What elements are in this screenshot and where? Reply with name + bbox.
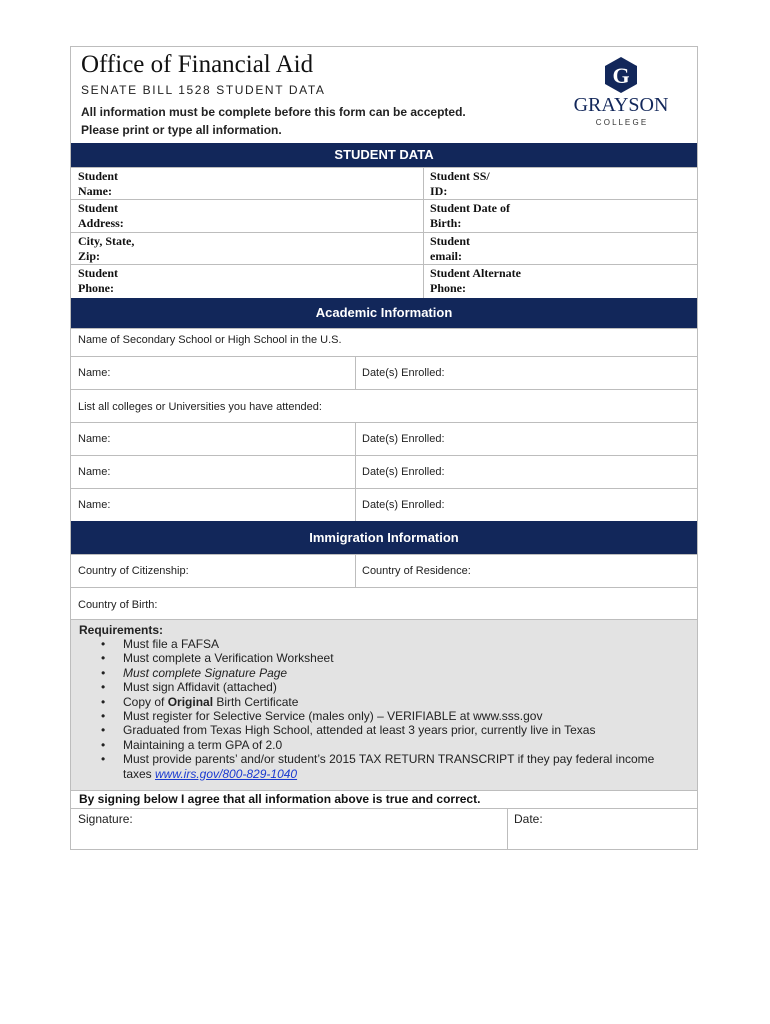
college-1-name-field[interactable] bbox=[71, 423, 355, 455]
list-item: • Must register for Selective Service (males only) – VERIFIABLE at www.sss.gov bbox=[71, 709, 683, 723]
colleges-label-row bbox=[71, 389, 697, 422]
college-row-3 bbox=[71, 488, 697, 521]
student-ssid-field[interactable] bbox=[423, 168, 697, 199]
student-row-city bbox=[71, 232, 697, 264]
list-item: • Must sign Affidavit (attached) bbox=[71, 680, 683, 694]
college-2-dates-field[interactable] bbox=[355, 456, 697, 488]
list-item: • Graduated from Texas High School, attended at least 3 years prior, currently live in Texas bbox=[71, 723, 683, 737]
secondary-school-row bbox=[71, 328, 697, 356]
list-item: • Must complete a Verification Worksheet bbox=[71, 651, 683, 665]
student-row-phone bbox=[71, 264, 697, 298]
college-row-1 bbox=[71, 422, 697, 455]
high-school-row bbox=[71, 356, 697, 389]
svg-text:G: G bbox=[612, 63, 630, 88]
student-city-field[interactable] bbox=[71, 233, 423, 264]
student-dob-label: Student Date of Birth: bbox=[430, 201, 510, 230]
signature-field[interactable] bbox=[71, 809, 507, 850]
financial-aid-form bbox=[70, 46, 698, 850]
student-city-label: City, State, Zip: bbox=[78, 234, 135, 263]
logo-hexagon-icon bbox=[565, 55, 677, 127]
college-2-dates-label: Date(s) Enrolled: bbox=[362, 466, 445, 478]
original-word: Original bbox=[167, 694, 214, 709]
secondary-school-label: Name of Secondary School or High School in the U.S. bbox=[78, 334, 342, 346]
birth-cert-rest: Birth Certificate bbox=[213, 694, 299, 709]
student-name-label: Student Name: bbox=[78, 169, 119, 198]
hs-dates-label: Date(s) Enrolled: bbox=[362, 367, 445, 379]
academic-heading: Academic Information bbox=[71, 298, 697, 328]
signature-label: Signature: bbox=[78, 812, 133, 826]
hs-dates-field[interactable] bbox=[355, 357, 697, 389]
colleges-label: List all colleges or Universities you have attended: bbox=[78, 401, 322, 413]
residence-label: Country of Residence: bbox=[362, 565, 471, 577]
grayson-college-logo bbox=[565, 55, 677, 127]
date-label: Date: bbox=[514, 812, 543, 826]
residence-field[interactable] bbox=[355, 555, 697, 587]
student-data-heading: STUDENT DATA bbox=[71, 143, 697, 167]
college-1-dates-field[interactable] bbox=[355, 423, 697, 455]
list-item bbox=[71, 695, 683, 709]
citizenship-row bbox=[71, 554, 697, 587]
student-name-field[interactable] bbox=[71, 168, 423, 199]
form-title: Office of Financial Aid bbox=[81, 51, 314, 78]
birth-country-label: Country of Birth: bbox=[78, 599, 158, 611]
student-ssid-label: Student SS/ ID: bbox=[430, 169, 490, 198]
student-alt-phone-label: Student Alternate Phone: bbox=[430, 266, 521, 295]
college-3-name-label: Name: bbox=[78, 499, 111, 511]
college-3-name-field[interactable] bbox=[71, 489, 355, 521]
college-3-dates-label: Date(s) Enrolled: bbox=[362, 499, 445, 511]
college-1-dates-label: Date(s) Enrolled: bbox=[362, 433, 445, 445]
student-phone-field[interactable] bbox=[71, 265, 423, 298]
list-item bbox=[71, 752, 683, 781]
irs-link[interactable]: www.irs.gov/800-829-1040 bbox=[155, 766, 298, 781]
list-item: • Must complete Signature Page bbox=[71, 666, 683, 680]
form-subtitle: SENATE BILL 1528 STUDENT DATA bbox=[81, 83, 326, 97]
instruction-line-2: Please print or type all information. bbox=[81, 123, 282, 137]
college-row-2 bbox=[71, 455, 697, 488]
agreement-statement: By signing below I agree that all information above is true and correct. bbox=[79, 792, 481, 806]
tax-transcript-text: Must provide parents’ and/or student’s 2015 TAX RETURN TRANSCRIPT if they pay federal income taxes bbox=[123, 752, 655, 781]
signature-row bbox=[71, 808, 697, 850]
citizenship-label: Country of Citizenship: bbox=[78, 565, 189, 577]
college-3-dates-field[interactable] bbox=[355, 489, 697, 521]
list-item: • Must file a FAFSA bbox=[71, 637, 683, 651]
list-item: • Maintaining a term GPA of 2.0 bbox=[71, 738, 683, 752]
student-alt-phone-field[interactable] bbox=[423, 265, 697, 298]
immigration-heading: Immigration Information bbox=[71, 521, 697, 554]
college-2-name-label: Name: bbox=[78, 466, 111, 478]
hs-name-label: Name: bbox=[78, 367, 111, 379]
student-dob-field[interactable] bbox=[423, 200, 697, 232]
college-2-name-field[interactable] bbox=[71, 456, 355, 488]
requirements-list bbox=[71, 637, 683, 781]
student-row-address bbox=[71, 199, 697, 232]
instruction-line-1: All information must be complete before this form can be accepted. bbox=[81, 105, 466, 119]
requirements-title: Requirements: bbox=[79, 623, 164, 637]
birth-country-row bbox=[71, 587, 697, 619]
birth-cert-prefix: Copy of bbox=[123, 694, 168, 709]
requirements-box bbox=[71, 619, 697, 791]
citizenship-field[interactable] bbox=[71, 555, 355, 587]
college-1-name-label: Name: bbox=[78, 433, 111, 445]
student-address-label: Student Address: bbox=[78, 201, 124, 230]
svg-text:C O L L E G E: C O L L E G E bbox=[595, 118, 647, 127]
student-phone-label: Student Phone: bbox=[78, 266, 119, 295]
student-row-name bbox=[71, 167, 697, 199]
student-email-field[interactable] bbox=[423, 233, 697, 264]
date-field[interactable] bbox=[507, 809, 697, 850]
student-address-field[interactable] bbox=[71, 200, 423, 232]
student-email-label: Student email: bbox=[430, 234, 471, 263]
hs-name-field[interactable] bbox=[71, 357, 355, 389]
svg-text:GRAYSON: GRAYSON bbox=[573, 94, 669, 116]
birth-country-field[interactable] bbox=[71, 588, 697, 619]
